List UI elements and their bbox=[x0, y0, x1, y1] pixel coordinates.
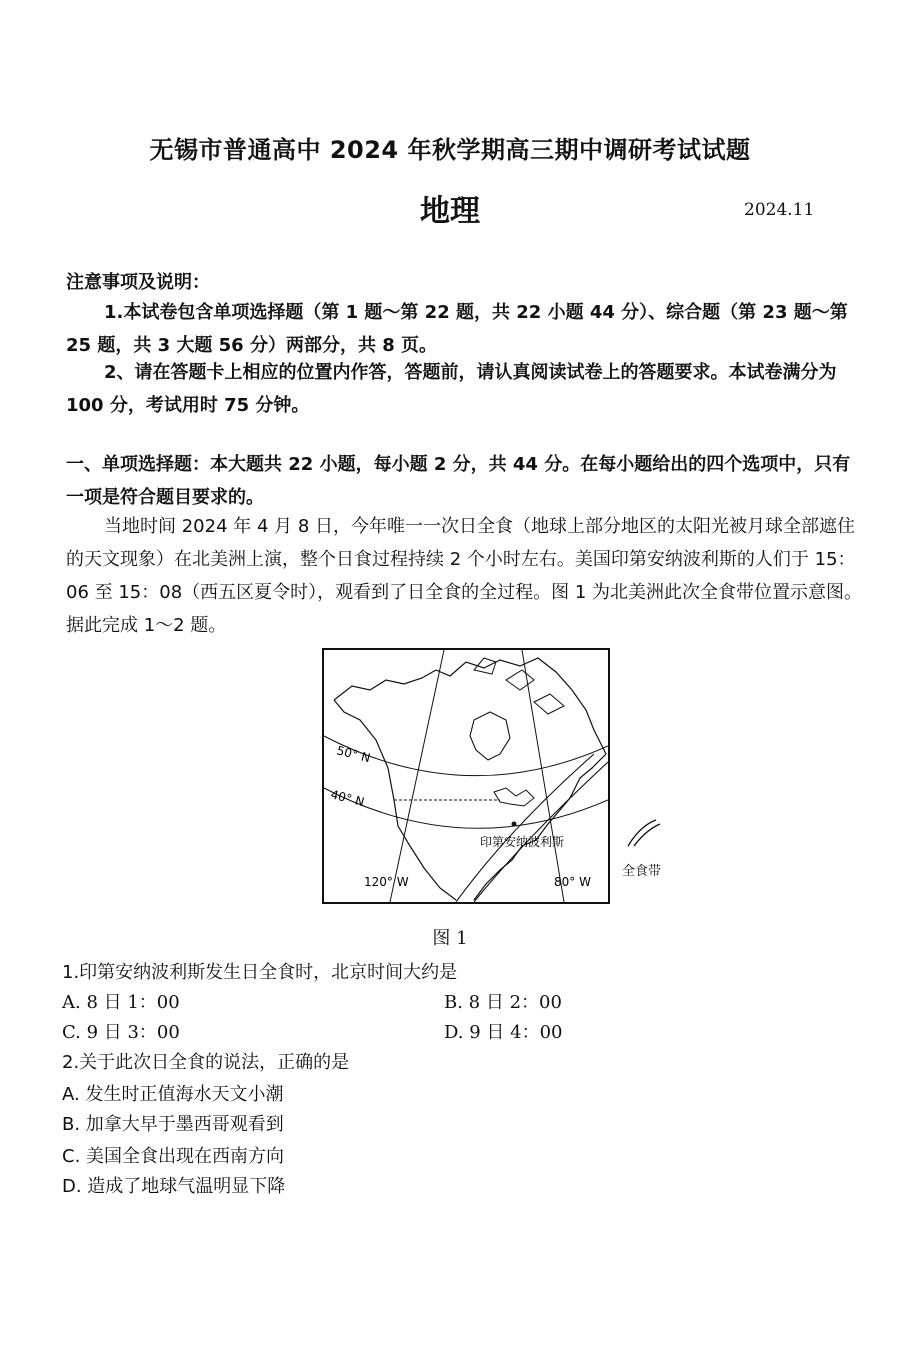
lat40-label: 40° N bbox=[329, 787, 366, 810]
city-label: 印第安纳波利斯 bbox=[480, 835, 565, 849]
figure-caption: 图 1 bbox=[432, 928, 468, 949]
meridian-120w bbox=[390, 650, 444, 902]
q1-option-a: A. 8 日 1：00 bbox=[62, 992, 180, 1013]
q2-option-c: C. 美国全食出现在西南方向 bbox=[62, 1146, 285, 1167]
q2-stem: 2.关于此次日全食的说法，正确的是 bbox=[62, 1052, 350, 1073]
exam-date: 2024.11 bbox=[744, 200, 815, 220]
lon80-label: 80° W bbox=[554, 875, 591, 889]
north-america-map bbox=[322, 648, 610, 904]
great-lakes bbox=[494, 788, 534, 806]
parallel-40n bbox=[324, 788, 608, 828]
legend-label: 全食带 bbox=[622, 864, 662, 879]
q2-option-b: B. 加拿大早于墨西哥观看到 bbox=[62, 1114, 284, 1135]
section-1-heading: 一、单项选择题：本大题共 22 小题，每小题 2 分，共 44 分。在每小题给出的四个选项中，只有一项是符合题目要求的。 bbox=[66, 454, 851, 508]
passage: 当地时间 2024 年 4 月 8 日，今年唯一一次日全食（地球上部分地区的太阳光被月球全部遮住的天文现象）在北美洲上演，整个日食过程持续 2 个小时左右。美国印第安纳波利斯的人们于 15：06 至 15：08（西五区夏令时），观看到了日全食的全过程。图 1 为北美洲此次全食带位置示意图。据此完成 1～2 题。 bbox=[66, 516, 863, 636]
meridian-80w bbox=[522, 650, 564, 902]
coastline bbox=[334, 658, 606, 900]
notice-heading: 注意事项及说明： bbox=[66, 272, 210, 293]
notice-item-1: 1.本试卷包含单项选择题（第 1 题～第 22 题，共 22 小题 44 分）、综合题（第 23 题～第 25 题，共 3 大题 56 分）两部分，共 8 页。 bbox=[66, 302, 848, 356]
q1-option-d: D. 9 日 4：00 bbox=[444, 1022, 563, 1043]
q1-option-c: C. 9 日 3：00 bbox=[62, 1022, 180, 1043]
lat50-label: 50° N bbox=[335, 743, 372, 766]
q1-option-b: B. 8 日 2：00 bbox=[444, 992, 562, 1013]
hudson-bay bbox=[470, 712, 510, 760]
subject-title: 地理 bbox=[420, 194, 480, 229]
legend-symbol bbox=[622, 816, 662, 848]
q2-option-d: D. 造成了地球气温明显下降 bbox=[62, 1176, 286, 1197]
lon120-label: 120° W bbox=[364, 875, 409, 889]
exam-title: 无锡市普通高中 2024 年秋学期高三期中调研考试试题 bbox=[149, 136, 751, 164]
q2-option-a: A. 发生时正值海水天文小潮 bbox=[62, 1084, 284, 1105]
city-dot bbox=[512, 822, 517, 827]
notice-item-2: 2、请在答题卡上相应的位置内作答，答题前，请认真阅读试卷上的答题要求。本试卷满分为 100 分，考试用时 75 分钟。 bbox=[66, 362, 837, 416]
q1-stem: 1.印第安纳波利斯发生日全食时，北京时间大约是 bbox=[62, 962, 458, 983]
